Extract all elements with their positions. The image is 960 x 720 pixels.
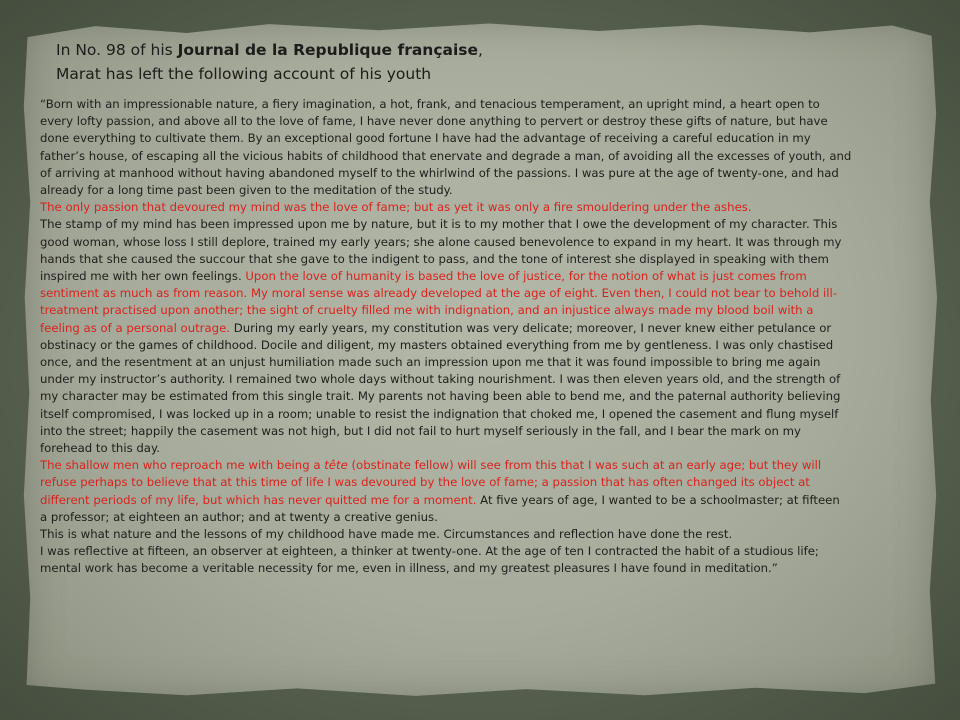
text-line (40, 406, 936, 423)
body-text-run: under my instructor’s authority. I remained two whole days without taking nourishment. I was then eleven years old, and the strength of (40, 372, 841, 387)
body-text-run: This is what nature and the lessons of my childhood have made me. Circumstances and reflection have done the rest. (40, 527, 733, 542)
text-line (40, 474, 936, 491)
quote-paragraph (40, 216, 936, 457)
text-line (40, 526, 936, 543)
text-line (40, 543, 936, 560)
text-line (40, 440, 936, 457)
body-text-run: hands that she caused the succour that she gave to the indigent to pass, and the tone of interest she displayed in speaking with them (40, 251, 829, 266)
body-text-run: father’s house, of escaping all the vicious habits of childhood that enervate and degrade a man, of avoiding all the excesses of youth, and (40, 148, 852, 163)
body-text-run: every lofty passion, and above all to the love of fame, I have never done anything to pervert or destroy these gifts of nature, but have (40, 114, 828, 129)
highlighted-text: feeling as of a personal outrage. (40, 320, 230, 335)
quote-paragraph (40, 543, 936, 577)
text-line (40, 388, 936, 405)
body-text-run: of arriving at manhood without having abandoned myself to the whirlwind of the passions. I was pure at the age of twenty-one, and had (40, 165, 839, 180)
heading-suffix: , (478, 41, 483, 59)
text-line (40, 113, 936, 130)
text-line (40, 560, 936, 577)
heading-prefix: In No. 98 of his (56, 41, 178, 59)
text-line (40, 492, 936, 509)
text-line (40, 320, 936, 337)
body-text-run: mental work has become a veritable necessity for me, even in illness, and my greatest pleasures I have found in meditation.” (40, 561, 778, 576)
text-line (40, 457, 936, 474)
body-text-run: During my early years, my constitution was very delicate; moreover, I never knew either petulance or (229, 320, 832, 335)
text-line (40, 165, 936, 182)
text-line (40, 509, 936, 526)
body-text-run: into the street; happily the casement was not high, but I did not fail to hurt myself seriously in the fall, and I bear the mark on my (40, 423, 801, 438)
quote-paragraph (40, 526, 936, 543)
body-text-run: The stamp of my mind has been impressed upon me by nature, but it is to my mother that I owe the development of my character. This (40, 217, 838, 232)
body-text-run: once, and the resentment at an unjust humiliation made such an impression upon me that it was found impossible to bring me again (40, 355, 821, 370)
highlighted-text: Upon the love of humanity is based the love of justice, for the notion of what is just comes from (245, 269, 807, 284)
body-text-run: inspired me with her own feelings. (40, 269, 246, 284)
quote-body (40, 96, 936, 578)
quote-paragraph (40, 457, 936, 526)
highlighted-text: (obstinate fellow) will see from this that I was such at an early age; but they will (347, 458, 822, 473)
text-line (40, 285, 936, 302)
quote-paragraph (40, 199, 936, 216)
body-text-run: “Born with an impressionable nature, a fiery imagination, a hot, frank, and tenacious temperament, an upright mind, a heart open to (40, 97, 820, 111)
text-line (40, 216, 936, 233)
text-line (40, 182, 936, 199)
text-line (40, 354, 936, 371)
text-line (40, 268, 936, 285)
heading-line-2: Marat has left the following account of his youth (56, 65, 432, 83)
text-line (40, 130, 936, 147)
journal-title: Journal de la Republique française (177, 41, 479, 59)
body-text-run: At five years of age, I wanted to be a schoolmaster; at fifteen (476, 492, 840, 507)
quote-paragraph (40, 96, 936, 199)
highlighted-text: tête (324, 458, 348, 473)
body-text-run: my character may be estimated from this single trait. My parents not having been able to bend me, and the paternal authority believing (40, 389, 841, 404)
heading (56, 38, 483, 86)
body-text-run: already for a long time past been given to the meditation of the study. (40, 183, 453, 198)
highlighted-text: refuse perhaps to believe that at this time of life I was devoured by the love of fame; a passion that has often changed its object at (40, 475, 810, 490)
body-text-run: obstinacy or the games of childhood. Docile and diligent, my masters obtained everything from me by gentleness. I was only chastised (40, 337, 834, 352)
text-line (40, 251, 936, 268)
body-text-run: I was reflective at fifteen, an observer at eighteen, a thinker at twenty-one. At the age of ten I contracted the habit of a studious life; (40, 544, 819, 559)
text-line (40, 199, 936, 216)
text-line (40, 302, 936, 319)
highlighted-text: The only passion that devoured my mind was the love of fame; but as yet it was only a fire smouldering under the ashes. (40, 200, 752, 215)
text-line (40, 148, 936, 165)
body-text-run: itself compromised, I was locked up in a room; unable to resist the indignation that choked me, I opened the casement and flung myself (40, 406, 839, 421)
body-text-run: good woman, whose loss I still deplore, trained my early years; she alone caused benevolence to expand in my heart. It was through my (40, 234, 842, 249)
highlighted-text: sentiment as much as from reason. My moral sense was already developed at the age of eight. Even then, I could not bear to behold ill- (40, 286, 837, 301)
highlighted-text: The shallow men who reproach me with being a (40, 458, 325, 473)
text-line (40, 337, 936, 354)
body-text-run: done everything to cultivate them. By an exceptional good fortune I have had the advantage of receiving a careful education in my (40, 131, 811, 146)
text-line (40, 96, 936, 113)
highlighted-text: treatment practised upon another; the sight of cruelty filled me with indignation, and an injustice always made my blood boil with a (40, 303, 814, 318)
body-text-run: forehead to this day. (40, 441, 160, 456)
text-line (40, 234, 936, 251)
highlighted-text: different periods of my life, but which has never quitted me for a moment. (40, 492, 477, 507)
text-line (40, 423, 936, 440)
text-line (40, 371, 936, 388)
body-text-run: a professor; at eighteen an author; and at twenty a creative genius. (40, 509, 438, 524)
